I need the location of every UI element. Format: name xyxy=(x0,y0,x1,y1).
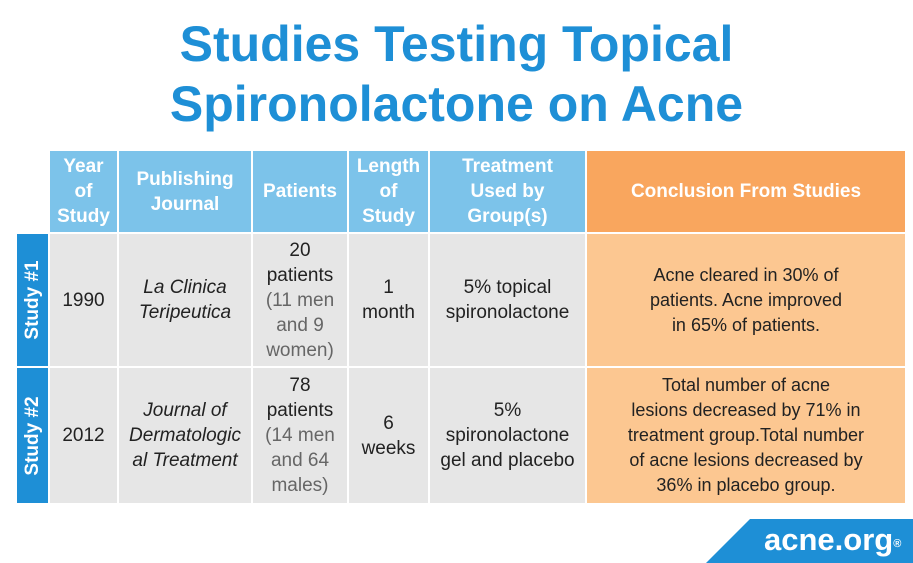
header-conclusion xyxy=(586,150,906,233)
patients-detail: (11 men xyxy=(265,289,335,311)
conclusion-line: patients. Acne improved xyxy=(649,289,843,310)
journal-line: Journal of xyxy=(143,400,227,421)
conclusion-line: 36% in placebo group. xyxy=(656,475,836,495)
header-row xyxy=(16,150,906,233)
journal-line: al Treatment xyxy=(132,450,238,471)
treatment-line: spironolactone xyxy=(445,302,570,323)
length-line: 1 xyxy=(383,277,394,298)
page-title xyxy=(0,14,913,134)
header-year-line: of xyxy=(74,181,93,202)
treatment-line: 5% xyxy=(493,400,522,421)
conclusion-cell xyxy=(586,367,906,504)
length-line: 6 xyxy=(383,412,394,434)
study-label xyxy=(16,233,49,367)
study-label-text: Study #1 xyxy=(21,260,43,340)
treatment-line: gel and placebo xyxy=(440,450,575,471)
header-journal-line: Journal xyxy=(150,193,220,215)
length-line: month xyxy=(362,302,415,323)
year-cell xyxy=(49,367,118,504)
conclusion-cell xyxy=(586,233,906,367)
studies-table xyxy=(15,149,907,505)
patients-cell xyxy=(252,367,348,504)
patients-word: patients xyxy=(266,400,334,421)
patients-detail: males) xyxy=(271,475,329,496)
title-line-2: Spironolactone on Acne xyxy=(169,76,744,132)
patients-count: 20 xyxy=(289,239,311,261)
header-patients-line: Patients xyxy=(263,181,337,202)
table-row xyxy=(16,233,906,367)
conclusion-line: of acne lesions decreased by xyxy=(629,450,863,470)
length-cell xyxy=(348,367,429,504)
patients-detail: women) xyxy=(266,339,334,361)
journal-cell xyxy=(118,233,252,367)
table-row xyxy=(16,367,906,504)
header-treatment-line: Group(s) xyxy=(467,206,548,227)
study-label xyxy=(16,367,49,504)
journal-line: Teripeutica xyxy=(138,302,232,323)
conclusion-line: Acne cleared in 30% of xyxy=(653,264,839,285)
conclusion-line: treatment group.Total number xyxy=(627,425,865,445)
length-line: weeks xyxy=(361,437,416,459)
header-year xyxy=(49,150,118,233)
title-line-1: Studies Testing Topical xyxy=(179,16,734,72)
corner-blank xyxy=(16,150,49,233)
journal-cell xyxy=(118,367,252,504)
year-value: 1990 xyxy=(62,289,105,311)
year-value: 2012 xyxy=(62,425,105,446)
study-label-text: Study #2 xyxy=(21,395,43,476)
registered-mark: ® xyxy=(893,538,902,550)
header-conclusion-line: Conclusion From Studies xyxy=(630,180,862,202)
header-year-line: Year xyxy=(63,156,104,177)
header-patients xyxy=(252,150,348,233)
patients-detail: and 64 xyxy=(270,450,330,471)
header-length-line: Study xyxy=(362,206,415,227)
header-journal-line: Publishing xyxy=(136,168,234,190)
year-cell xyxy=(49,233,118,367)
journal-line: Dermatologic xyxy=(129,425,241,446)
header-journal xyxy=(118,150,252,233)
logo-text: acne.org xyxy=(764,522,894,557)
treatment-line: 5% topical xyxy=(463,277,552,298)
treatment-line: spironolactone xyxy=(445,425,570,446)
acne-org-logo[interactable] xyxy=(764,520,901,560)
journal-line: La Clinica xyxy=(143,277,227,298)
header-year-line: Study xyxy=(57,206,110,227)
treatment-cell xyxy=(429,233,586,367)
conclusion-line: in 65% of patients. xyxy=(671,314,821,335)
patients-word: patients xyxy=(266,264,334,286)
header-length-line: of xyxy=(379,181,398,202)
header-length xyxy=(348,150,429,233)
header-treatment-line: Used by xyxy=(470,181,545,202)
conclusion-line: lesions decreased by 71% in xyxy=(631,400,861,420)
header-treatment-line: Treatment xyxy=(462,156,553,177)
patients-detail: (14 men xyxy=(265,425,335,446)
header-treatment xyxy=(429,150,586,233)
patients-count: 78 xyxy=(289,375,311,396)
patients-detail: and 9 xyxy=(276,314,324,336)
length-cell xyxy=(348,233,429,367)
header-length-line: Length xyxy=(356,156,421,177)
treatment-cell xyxy=(429,367,586,504)
conclusion-line: Total number of acne xyxy=(661,375,831,395)
patients-cell xyxy=(252,233,348,367)
